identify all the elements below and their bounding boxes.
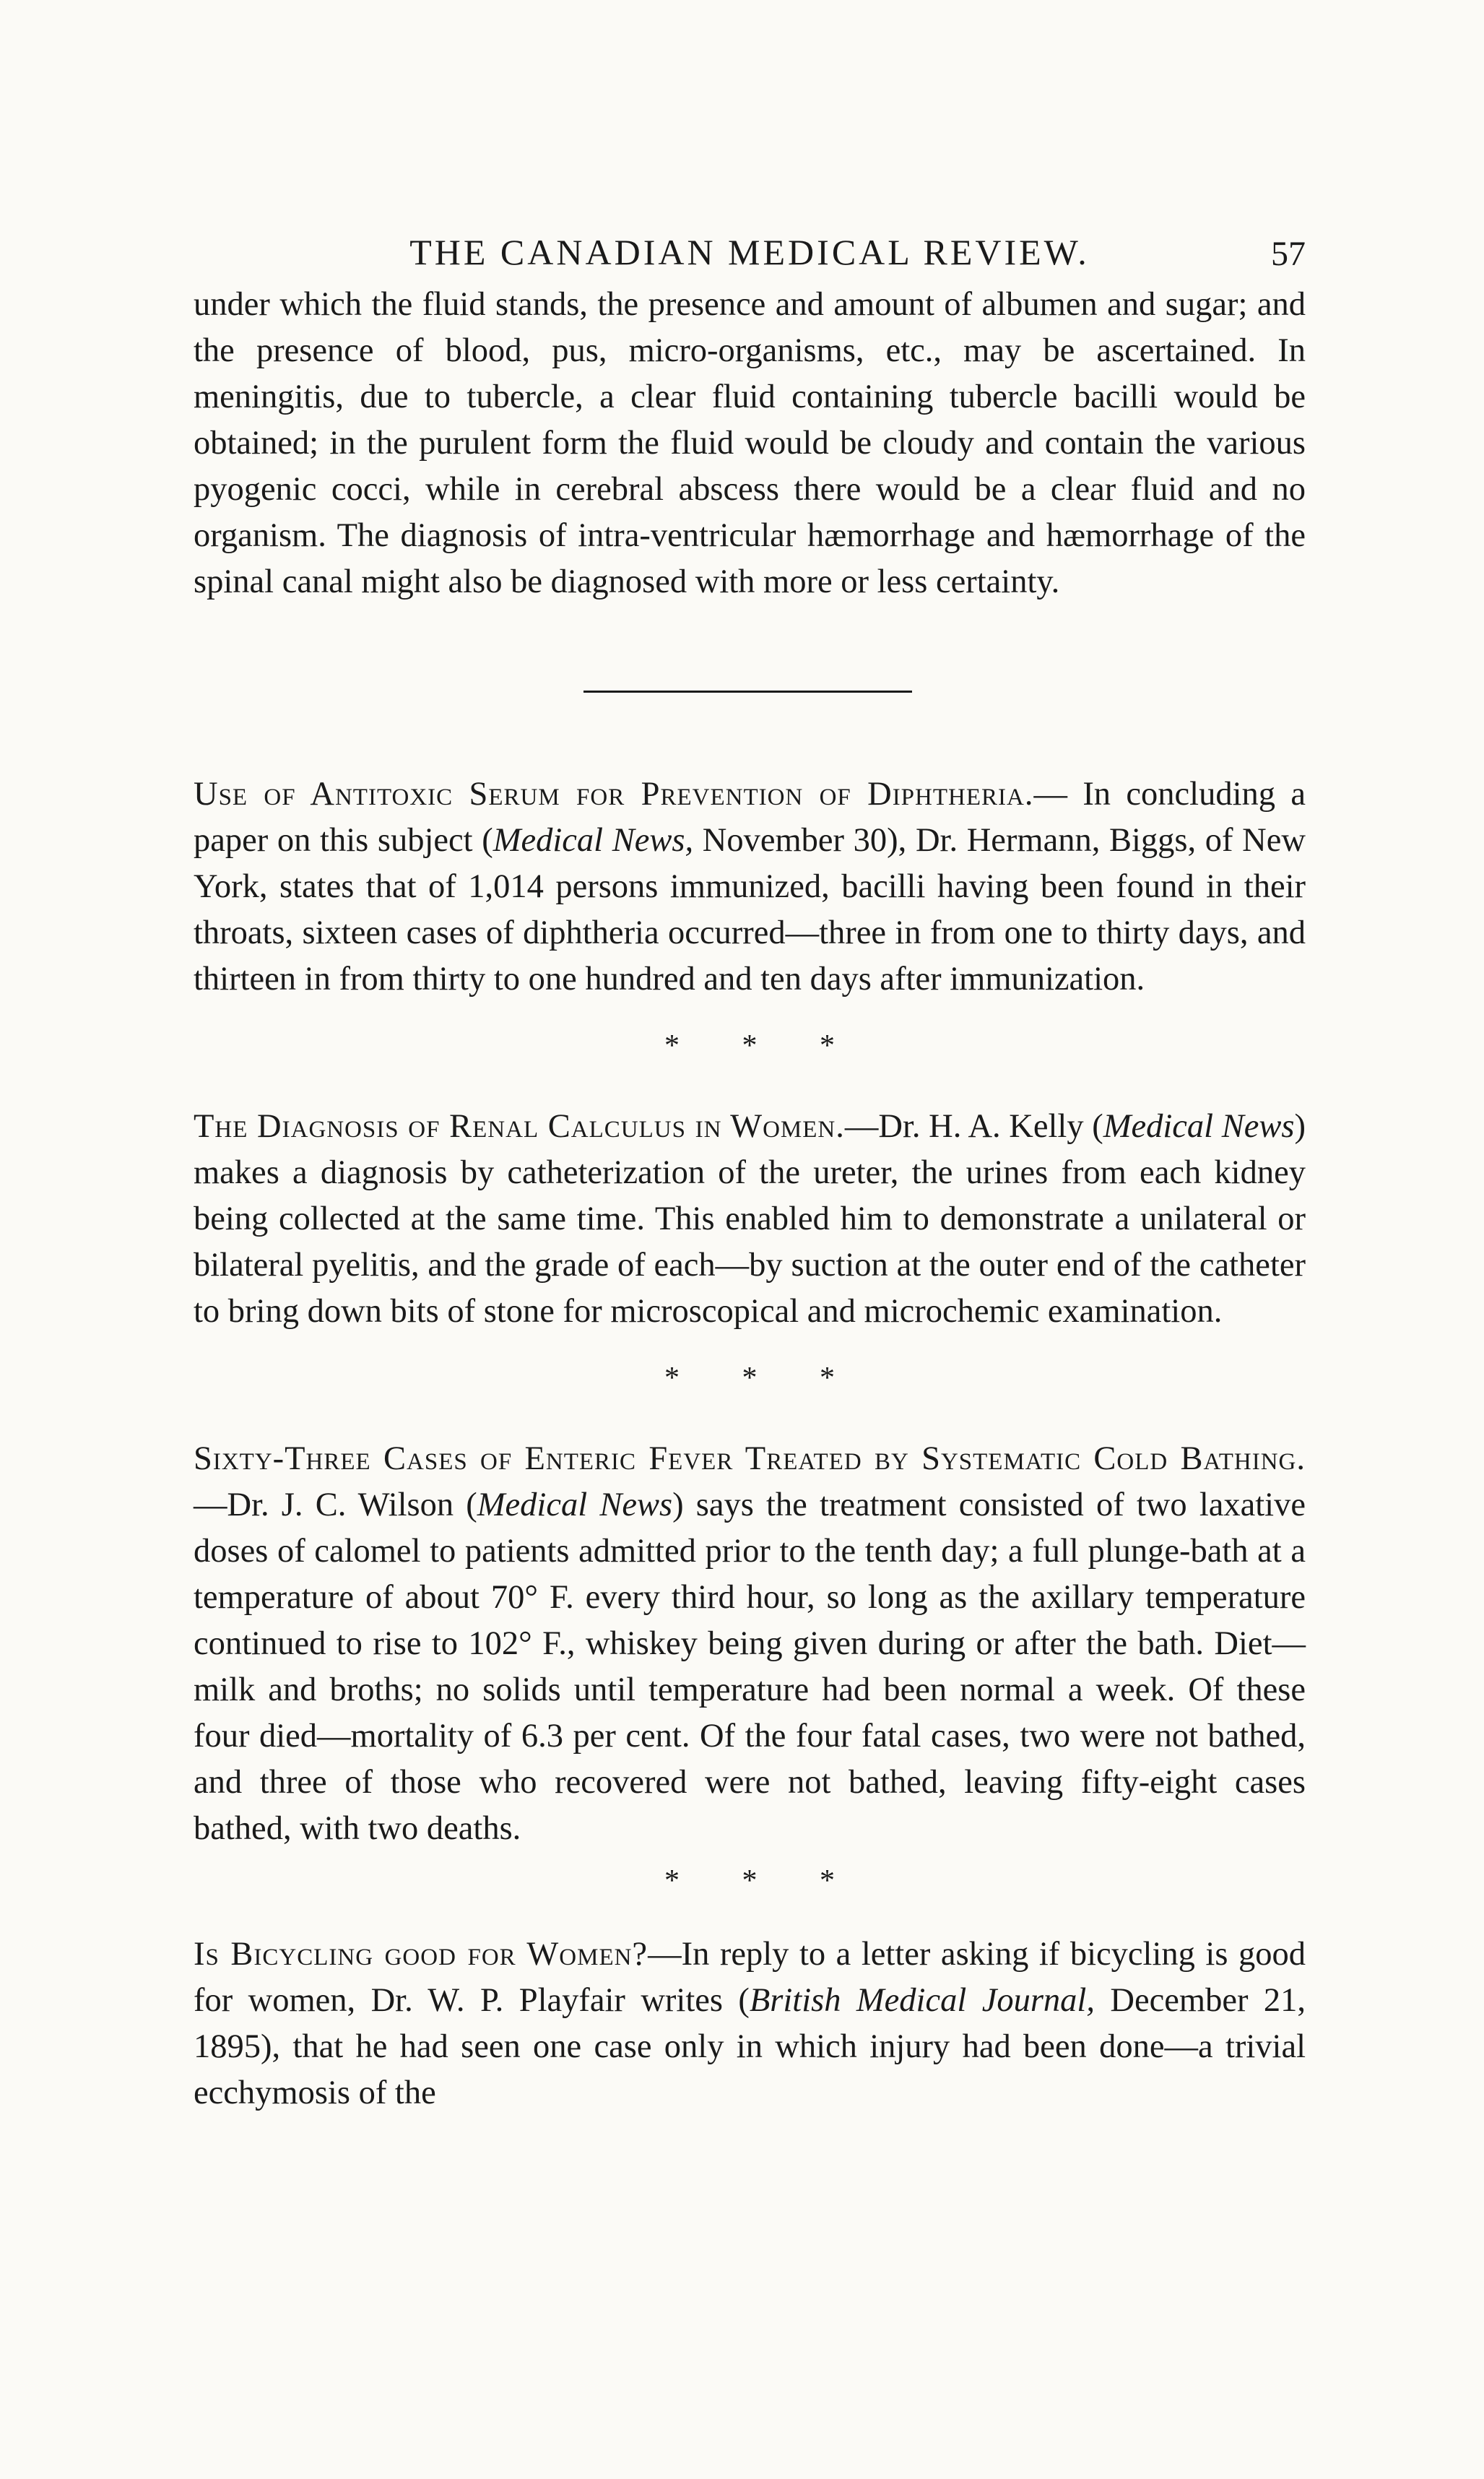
page <box>194 217 1306 2116</box>
article-heading: Use of Antitoxic Serum for Prevention of Diphtheria. <box>194 776 1034 813</box>
article-heading: Is Bicycling good for Women? <box>194 1936 648 1973</box>
article-text: —Dr. J. C. Wilson ( <box>194 1487 477 1523</box>
article-renal-calculus <box>194 1104 1306 1335</box>
continuation-paragraph: under which the fluid stands, the presence and amount of albumen and sugar; and the presence of blood, pus, micro-organisms, etc., may be ascertained. In meningitis, due to tubercle, a clear fluid containing tubercle bacilli would be obtained; in the purulent form the fluid would be cloudy and contain the various pyogenic cocci, while in cerebral abscess there would be a clear fluid and no organism. The diagnosis of intra-ventricular hæmorrhage and hæmorrhage of the spinal canal might also be diagnosed with more or less certainty. <box>194 286 1306 600</box>
article-text: —In reply to a letter asking if bicycling is good for women, Dr. W. P. Playfair writes ( <box>194 1936 1306 2019</box>
running-head <box>194 217 1306 282</box>
article-text: ) says the treatment consisted of two laxative doses of calomel to patients admitted prior to the tenth day; a full plunge-bath at a temperature of about 70° F. every third hour, so long as the axillary temperature continued to rise to 102° F., whiskey being given during or after the bath. Diet—milk and broths; no solids until temperature had been normal a week. Of these four died—mortality of 6.3 per cent. Of the four fatal cases, two were not bathed, and three of those who recovered were not bathed, leaving fifty-eight cases bathed, with two deaths. <box>194 1487 1306 1847</box>
article-text: December 21, 1895), that he had seen one case only in which injury had been done—a trivial ecchymosis of the <box>194 1982 1306 2111</box>
article-citation: British Medical Journal, <box>749 1982 1095 2019</box>
article-enteric-fever <box>194 1436 1306 1852</box>
article-text: —Dr. H. A. Kelly ( <box>844 1108 1103 1145</box>
section-divider <box>194 605 1306 771</box>
article-bicycling <box>194 1931 1306 2116</box>
article-citation: Medical News <box>1103 1108 1295 1145</box>
section-stars: * * * <box>664 1362 862 1395</box>
article-text: — In concluding a paper on this subject ( <box>194 776 1306 859</box>
article-citation: Medical News, <box>493 822 694 859</box>
article-heading: The Diagnosis of Renal Calculus in Women. <box>194 1108 845 1145</box>
article-antitoxic-serum <box>194 771 1306 1003</box>
section-stars: * * * <box>664 1029 862 1063</box>
running-title: THE CANADIAN MEDICAL REVIEW. <box>409 232 1090 272</box>
article-text: November 30), Dr. Hermann, Biggs, of New York, states that of 1,014 persons immunized, bacilli having been found in their throats, sixteen cases of diphtheria occurred—three in from one to thirty days, and thirteen in from thirty to one hundred and ten days after immunization. <box>194 822 1306 998</box>
article-heading: Sixty-Three Cases of Enteric Fever Treated by Systematic Cold Bathing. <box>194 1440 1306 1477</box>
horizontal-rule <box>583 691 912 693</box>
article-text: ) makes a diagnosis by catheterization of the ureter, the urines from each kidney being collected at the same time. This enabled him to demonstrate a unilateral or bilateral pyelitis, and the grade of each—by suction at the outer end of the catheter to bring down bits of stone for microscopical and microchemic examination. <box>194 1108 1306 1330</box>
article-citation: Medical News <box>477 1487 673 1523</box>
section-stars: * * * <box>664 1864 862 1898</box>
page-number: 57 <box>1271 235 1306 273</box>
